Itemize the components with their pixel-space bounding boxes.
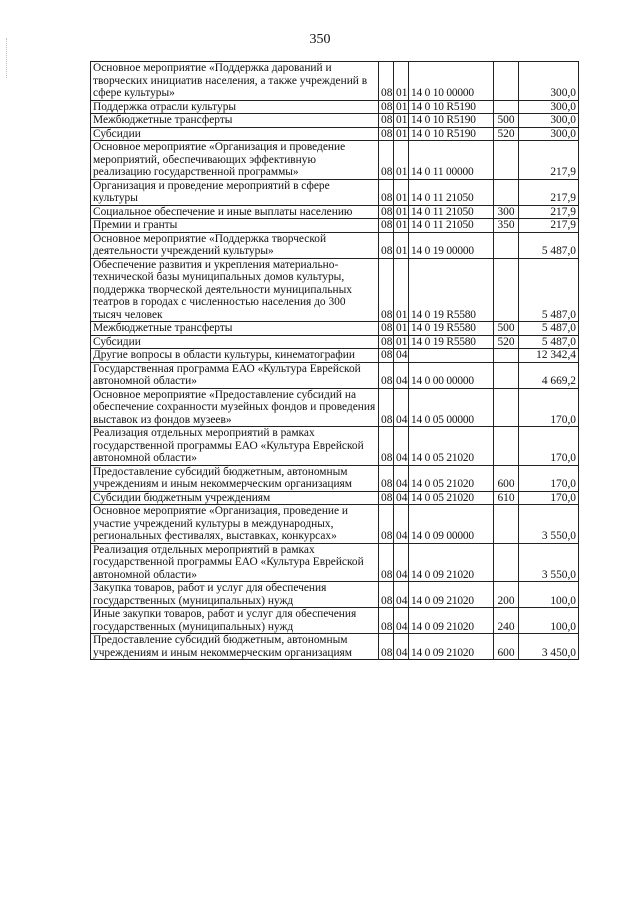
amount: 300,0	[519, 100, 579, 114]
item-name: Поддержка отрасли культуры	[91, 100, 379, 114]
expense-type-code: 240	[494, 608, 519, 634]
item-name: Субсидии	[91, 127, 379, 141]
table-row	[91, 388, 579, 427]
expense-type-code: 300	[494, 205, 519, 219]
section-code: 08	[379, 141, 394, 180]
section-code: 08	[379, 179, 394, 205]
amount: 170,0	[519, 491, 579, 505]
target-article-code: 14 0 05 00000	[409, 388, 494, 427]
target-article-code: 14 0 11 21050	[409, 219, 494, 233]
expense-type-code: 600	[494, 634, 519, 660]
table-row	[91, 335, 579, 349]
amount: 300,0	[519, 127, 579, 141]
section-code: 08	[379, 335, 394, 349]
section-code: 08	[379, 608, 394, 634]
table-row	[91, 62, 579, 101]
subsection-code: 04	[394, 465, 409, 491]
subsection-code: 04	[394, 349, 409, 363]
amount: 5 487,0	[519, 258, 579, 322]
expense-type-code	[494, 179, 519, 205]
table-row	[91, 427, 579, 466]
target-article-code: 14 0 19 00000	[409, 232, 494, 258]
amount: 12 342,4	[519, 349, 579, 363]
table-row	[91, 179, 579, 205]
subsection-code: 01	[394, 258, 409, 322]
table-row	[91, 258, 579, 322]
subsection-code: 04	[394, 582, 409, 608]
expense-type-code	[494, 62, 519, 101]
target-article-code: 14 0 11 00000	[409, 141, 494, 180]
target-article-code: 14 0 19 R5580	[409, 258, 494, 322]
table-row	[91, 205, 579, 219]
table-row	[91, 100, 579, 114]
target-article-code: 14 0 09 21020	[409, 634, 494, 660]
table-row	[91, 127, 579, 141]
subsection-code: 01	[394, 335, 409, 349]
item-name: Основное мероприятие «Предоставление субсидий на обеспечение сохранности музейных фондов и проведения выставок из фондов музеев»	[91, 388, 379, 427]
expense-type-code: 500	[494, 114, 519, 128]
subsection-code: 04	[394, 543, 409, 582]
amount: 300,0	[519, 62, 579, 101]
table-row	[91, 362, 579, 388]
item-name: Субсидии бюджетным учреждениям	[91, 491, 379, 505]
subsection-code: 01	[394, 179, 409, 205]
expense-type-code	[494, 505, 519, 544]
subsection-code: 01	[394, 62, 409, 101]
table-row	[91, 543, 579, 582]
expense-type-code: 200	[494, 582, 519, 608]
subsection-code: 04	[394, 427, 409, 466]
expense-type-code	[494, 349, 519, 363]
section-code: 08	[379, 505, 394, 544]
subsection-code: 04	[394, 505, 409, 544]
expense-type-code	[494, 427, 519, 466]
expense-type-code: 600	[494, 465, 519, 491]
table-row	[91, 608, 579, 634]
target-article-code: 14 0 05 21020	[409, 465, 494, 491]
target-article-code: 14 0 10 R5190	[409, 114, 494, 128]
table-row	[91, 322, 579, 336]
expense-type-code	[494, 100, 519, 114]
item-name: Субсидии	[91, 335, 379, 349]
target-article-code: 14 0 05 21020	[409, 427, 494, 466]
budget-table-body	[91, 62, 579, 660]
item-name: Государственная программа ЕАО «Культура Еврейской автономной области»	[91, 362, 379, 388]
amount: 170,0	[519, 388, 579, 427]
amount: 5 487,0	[519, 232, 579, 258]
expense-type-code	[494, 388, 519, 427]
expense-type-code: 520	[494, 127, 519, 141]
subsection-code: 01	[394, 127, 409, 141]
target-article-code	[409, 349, 494, 363]
section-code: 08	[379, 258, 394, 322]
item-name: Основное мероприятие «Поддержка дарований и творческих инициатив населения, а также учреждений в сфере культуры»	[91, 62, 379, 101]
section-code: 08	[379, 100, 394, 114]
table-row	[91, 232, 579, 258]
section-code: 08	[379, 491, 394, 505]
item-name: Организация и проведение мероприятий в сфере культуры	[91, 179, 379, 205]
section-code: 08	[379, 582, 394, 608]
subsection-code: 04	[394, 608, 409, 634]
expense-type-code: 500	[494, 322, 519, 336]
amount: 170,0	[519, 465, 579, 491]
page-number: 350	[309, 32, 331, 47]
amount: 4 669,2	[519, 362, 579, 388]
amount: 300,0	[519, 114, 579, 128]
target-article-code: 14 0 09 21020	[409, 608, 494, 634]
amount: 217,9	[519, 179, 579, 205]
target-article-code: 14 0 11 21050	[409, 179, 494, 205]
subsection-code: 01	[394, 322, 409, 336]
item-name: Премии и гранты	[91, 219, 379, 233]
item-name: Закупка товаров, работ и услуг для обеспечения государственных (муниципальных) нужд	[91, 582, 379, 608]
item-name: Иные закупки товаров, работ и услуг для обеспечения государственных (муниципальных) нужд	[91, 608, 379, 634]
table-row	[91, 505, 579, 544]
table-row	[91, 465, 579, 491]
subsection-code: 01	[394, 100, 409, 114]
item-name: Реализация отдельных мероприятий в рамках государственной программы ЕАО «Культура Еврейской автономной области»	[91, 543, 379, 582]
amount: 100,0	[519, 608, 579, 634]
expense-type-code	[494, 232, 519, 258]
target-article-code: 14 0 10 R5190	[409, 100, 494, 114]
table-row	[91, 491, 579, 505]
target-article-code: 14 0 19 R5580	[409, 322, 494, 336]
amount: 3 450,0	[519, 634, 579, 660]
target-article-code: 14 0 09 00000	[409, 505, 494, 544]
target-article-code: 14 0 00 00000	[409, 362, 494, 388]
budget-table	[90, 61, 579, 660]
table-row	[91, 634, 579, 660]
subsection-code: 01	[394, 232, 409, 258]
target-article-code: 14 0 19 R5580	[409, 335, 494, 349]
section-code: 08	[379, 232, 394, 258]
amount: 3 550,0	[519, 543, 579, 582]
section-code: 08	[379, 634, 394, 660]
item-name: Основное мероприятие «Поддержка творческой деятельности учреждений культуры»	[91, 232, 379, 258]
amount: 217,9	[519, 219, 579, 233]
expense-type-code: 350	[494, 219, 519, 233]
target-article-code: 14 0 09 21020	[409, 543, 494, 582]
subsection-code: 04	[394, 362, 409, 388]
item-name: Другие вопросы в области культуры, кинематографии	[91, 349, 379, 363]
amount: 170,0	[519, 427, 579, 466]
section-code: 08	[379, 127, 394, 141]
subsection-code: 01	[394, 205, 409, 219]
subsection-code: 01	[394, 141, 409, 180]
amount: 100,0	[519, 582, 579, 608]
target-article-code: 14 0 10 R5190	[409, 127, 494, 141]
section-code: 08	[379, 62, 394, 101]
table-row	[91, 582, 579, 608]
item-name: Обеспечение развития и укрепления материально-технической базы муниципальных домов культуры, поддержка творческой деятельности муниципальных театров в городах с численностью населения до 300 тысяч человек	[91, 258, 379, 322]
expense-type-code: 610	[494, 491, 519, 505]
subsection-code: 04	[394, 388, 409, 427]
amount: 5 487,0	[519, 322, 579, 336]
table-row	[91, 114, 579, 128]
item-name: Социальное обеспечение и иные выплаты населению	[91, 205, 379, 219]
subsection-code: 04	[394, 491, 409, 505]
amount: 3 550,0	[519, 505, 579, 544]
expense-type-code	[494, 543, 519, 582]
expense-type-code	[494, 141, 519, 180]
target-article-code: 14 0 05 21020	[409, 491, 494, 505]
section-code: 08	[379, 543, 394, 582]
amount: 5 487,0	[519, 335, 579, 349]
expense-type-code	[494, 362, 519, 388]
section-code: 08	[379, 114, 394, 128]
section-code: 08	[379, 219, 394, 233]
subsection-code: 04	[394, 634, 409, 660]
expense-type-code	[494, 258, 519, 322]
section-code: 08	[379, 465, 394, 491]
section-code: 08	[379, 205, 394, 219]
item-name: Основное мероприятие «Организация и проведение мероприятий, обеспечивающих эффективную реализацию государственной программы»	[91, 141, 379, 180]
table-row	[91, 219, 579, 233]
subsection-code: 01	[394, 219, 409, 233]
section-code: 08	[379, 388, 394, 427]
section-code: 08	[379, 362, 394, 388]
target-article-code: 14 0 11 21050	[409, 205, 494, 219]
table-row	[91, 141, 579, 180]
amount: 217,9	[519, 205, 579, 219]
table-row	[91, 349, 579, 363]
amount: 217,9	[519, 141, 579, 180]
item-name: Межбюджетные трансферты	[91, 114, 379, 128]
item-name: Реализация отдельных мероприятий в рамках государственной программы ЕАО «Культура Еврейской автономной области»	[91, 427, 379, 466]
item-name: Предоставление субсидий бюджетным, автономным учреждениям и иным некоммерческим организациям	[91, 634, 379, 660]
section-code: 08	[379, 427, 394, 466]
section-code: 08	[379, 349, 394, 363]
subsection-code: 01	[394, 114, 409, 128]
item-name: Межбюджетные трансферты	[91, 322, 379, 336]
section-code: 08	[379, 322, 394, 336]
target-article-code: 14 0 09 21020	[409, 582, 494, 608]
item-name: Основное мероприятие «Организация, проведение и участие учреждений культуры в международных, региональных фестивалях, выставках, конкурсах»	[91, 505, 379, 544]
item-name: Предоставление субсидий бюджетным, автономным учреждениям и иным некоммерческим организациям	[91, 465, 379, 491]
expense-type-code: 520	[494, 335, 519, 349]
target-article-code: 14 0 10 00000	[409, 62, 494, 101]
